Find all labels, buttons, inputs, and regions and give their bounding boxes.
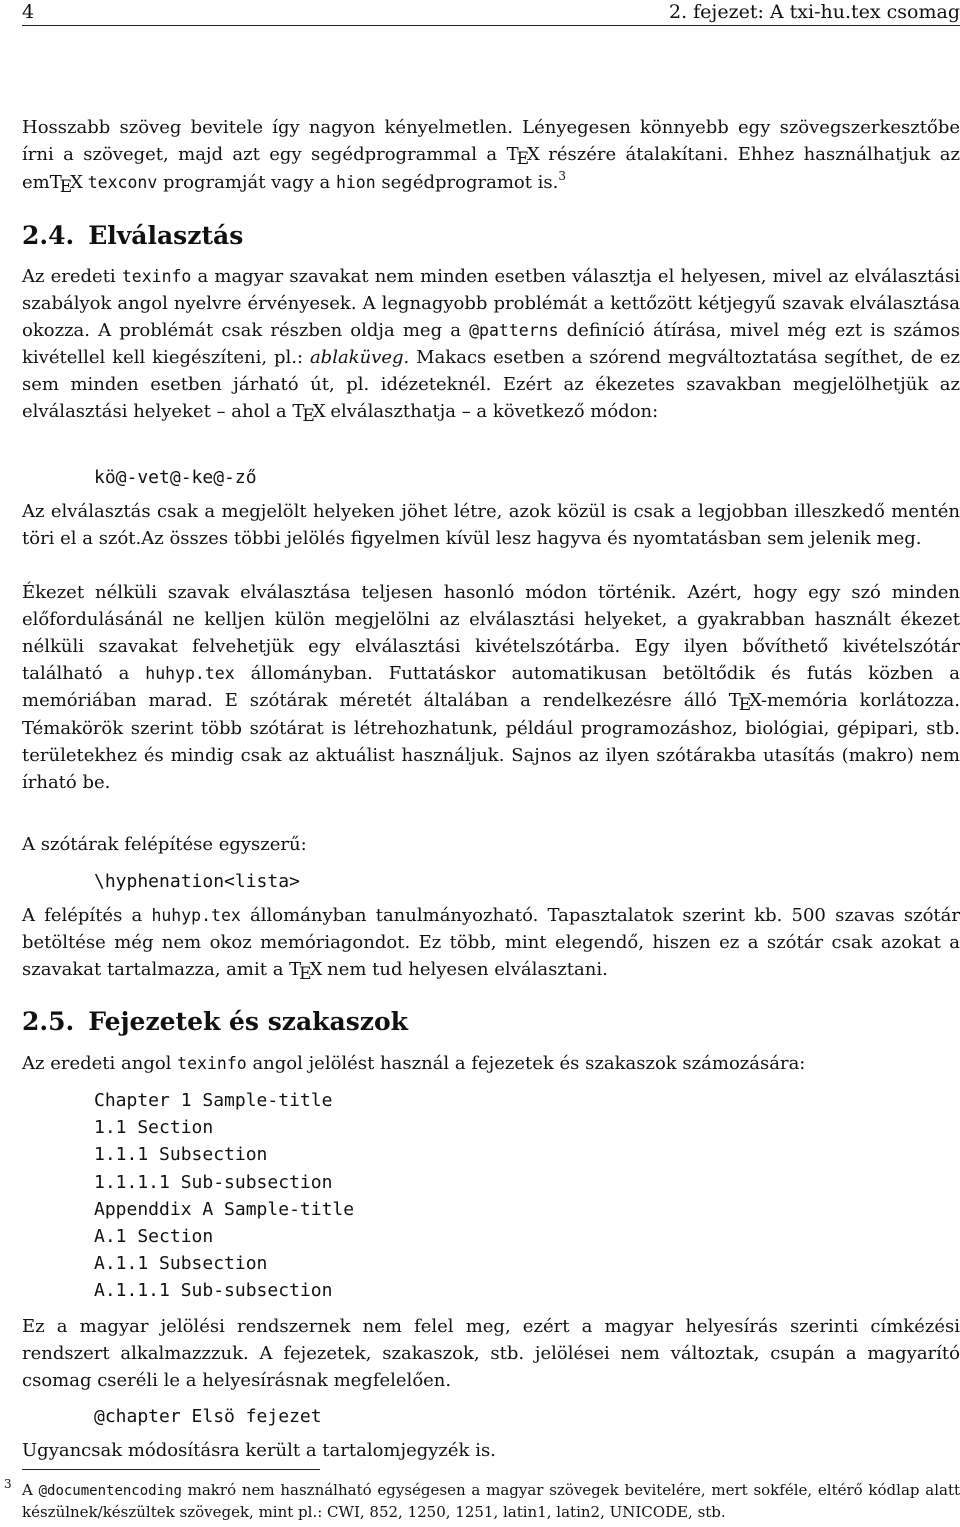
paragraph-chapters: Az eredeti angol texinfo angol jelölést használ a fejezetek és szakaszok számozására:: [22, 1053, 806, 1074]
tex-logo: TEX: [289, 959, 322, 984]
command-patterns: @patterns: [469, 321, 559, 340]
tex-logo: TEX: [728, 690, 761, 715]
paragraph-hyphenation: Az eredeti texinfo a magyar szavakat nem minden esetben választja el helyesen, mivel az elválasztási szabályok angol nyelvre érvényesek. A legnagyobb problémát a kettőzött kétjegyű szavak elválasztása okozza. A problémát csak részben oldja meg a @patterns definíció átírása, mivel még ezt is számos kivétellel kell kiegészíteni, pl.: ablaküveg. Makacs esetben a szórend megváltoztatása segíthet, de ez sem minden esetben járható út, pl. idézeteknél. Ezért az ékezetes szavakban megjelölhetjük az elválasztási helyeket – ahol a TEX elválaszthatja – a következő módon:: [22, 266, 960, 426]
command-texconv: texconv: [87, 173, 158, 192]
file-huhyp: huhyp.tex: [151, 906, 241, 925]
code-line: Chapter 1 Sample-title: [94, 1090, 333, 1111]
paragraph-exceptions: Ékezet nélküli szavak elválasztása teljesen hasonló módon történik. Azért, hogy egy szó minden előfordulásánál ne kelljen külön megjelölni az elválasztási helyeket, a gyakrabban használt ékezet nélküli szavakat felvehetjük egy elválasztási kivételszótárba. Egy ilyen bővíthető kivételszótár található a huhyp.tex állományban. Futtatáskor automatikusan betöltődik és futás közben a memóriában marad. E szótárak méretét általában a rendelkezésre álló TEX-memória korlátozza. Témakörök szerint több szótárat is létrehozhatunk, például programozáshoz, biológiai, gépipari, stb. területekhez és mindig csak az aktuálist használjuk. Sajnos az ilyen szótárakba utasítás (makro) nem írható be.: [22, 582, 960, 793]
code-chapter: @chapter Elsö fejezet: [94, 1406, 322, 1427]
section-heading-2-5: 2.5. Fejezetek és szakaszok: [22, 1007, 408, 1036]
code-line: 1.1.1.1 Sub-subsection: [94, 1171, 333, 1193]
running-title: 2. fejezet: A txi-hu.tex csomag: [668, 1, 960, 23]
code-line: A.1.1 Subsection: [94, 1253, 268, 1275]
code-list: [22, 1087, 960, 1305]
code-line: 1.1 Section: [94, 1117, 214, 1139]
paragraph-hungarian-system: Ez a magyar jelölési rendszernek nem felel meg, ezért a magyar helyesírás szerinti címkézési rendszert alkalmazzzuk. A fejezetek, szakaszok, stb. jelölései nem változtak, csupán a magyarító csomag cseréli le a helyesírásnak megfelelően.: [22, 1316, 960, 1391]
example-word: ablaküveg.: [309, 347, 410, 368]
paragraph-intro: Hosszabb szöveg bevitele így nagyon kényelmetlen. Lényegesen könnyebb egy szövegszerkesztőbe írni a szöveget, majd azt egy segédprogrammal a TEX részére átalakítani. Ehhez használhatjuk az emTEX texconv programját vagy a hion segédprogramot is.$^3$: [22, 117, 960, 197]
paragraph-dictionary-structure: A szótárak felépítése egyszerű:: [22, 834, 307, 855]
command-hion: hion: [335, 173, 376, 192]
command-texinfo: texinfo: [177, 1054, 247, 1073]
tex-logo: TEX: [506, 144, 539, 169]
tex-logo: TEX: [49, 172, 82, 197]
tex-logo: TEX: [292, 401, 325, 426]
code-hyphenation: \hyphenation<lista>: [94, 871, 300, 892]
code-line: A.1.1.1 Sub-subsection: [94, 1280, 333, 1302]
code-line: A.1 Section: [94, 1226, 214, 1248]
footnote-ref[interactable]: 3: [558, 169, 567, 183]
code-line: Appenddix A Sample-title: [94, 1198, 355, 1220]
footnote: 3 A @documentencoding makró nem használható egységesen a magyar szövegek bevitelére, mert sokféle, eltérő kódlap alatt készülnek/készültek szövegek, mint pl.: CWI, 852, 1250, 1251, latin1, latin2, UNICODE, stb.: [22, 1480, 960, 1523]
paragraph-toc: Ugyancsak módosításra került a tartalomjegyzék is.: [22, 1440, 496, 1461]
footnote-rule: [22, 1469, 320, 1470]
header-rule: [22, 25, 960, 26]
file-huhyp: huhyp.tex: [145, 664, 235, 683]
paragraph-hyphen-result: Az elválasztás csak a megjelölt helyeken jöhet létre, azok közül is csak a legjobban illeszkedő mentén töri el a szót.Az összes többi jelölés figyelmen kívül lesz hagyva és nyomtatásban sem jelenik meg.: [22, 501, 960, 549]
paragraph-study: A felépítés a huhyp.tex állományban tanulmányozható. Tapasztalatok szerint kb. 500 szavas szótár betöltése még nem okoz memóriagondot. Ez több, mint elegendő, hiszen ez a szótár csak azokat a szavakat tartalmazza, amit a TEX nem tud helyesen elválasztani.: [22, 905, 960, 984]
footnote-mark: 3: [4, 1477, 12, 1491]
command-texinfo: texinfo: [121, 267, 192, 286]
code-line: 1.1.1 Subsection: [94, 1144, 268, 1166]
code-example-hyphen: kö@-vet@-ke@-ző: [94, 467, 257, 488]
command-documentencoding: @documentencoding: [38, 1483, 182, 1499]
running-header: [22, 0, 960, 34]
section-heading-2-4: 2.4. Elválasztás: [22, 221, 244, 250]
page-number: 4: [22, 1, 35, 23]
